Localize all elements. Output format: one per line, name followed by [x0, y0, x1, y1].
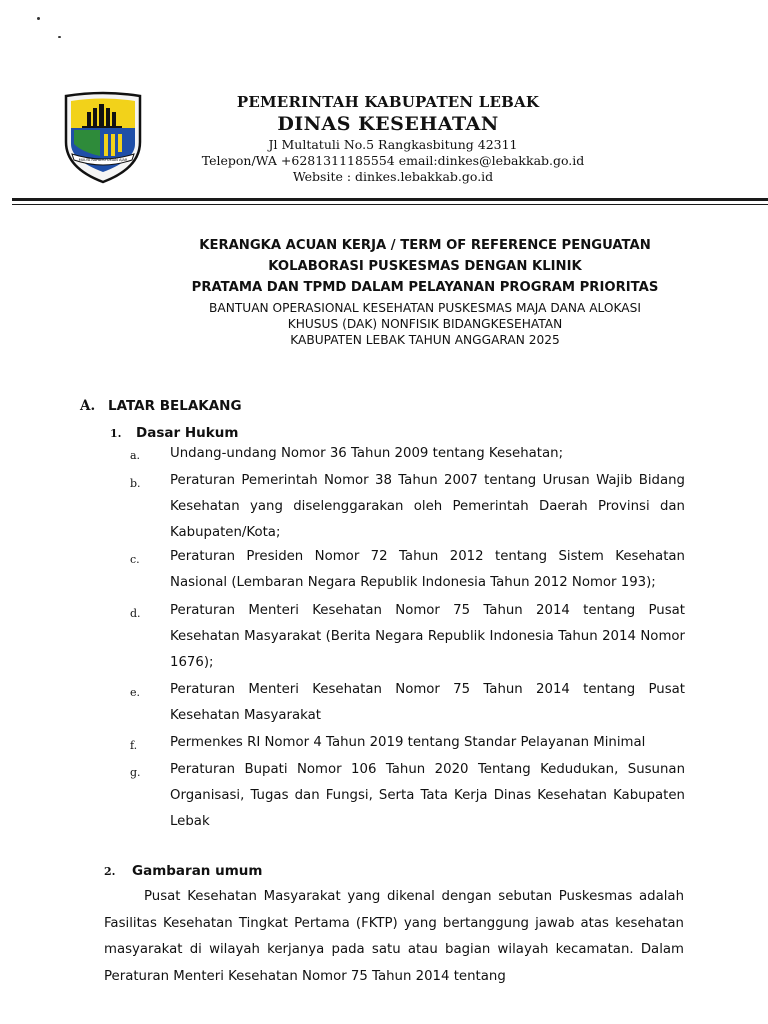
document-subtitle-line-3: KABUPATEN LEBAK TAHUN ANGGARAN 2025 — [290, 333, 560, 347]
letterhead-divider-thick — [12, 198, 768, 201]
list-item-letter: e. — [130, 686, 141, 699]
document-subtitle-line-1: BANTUAN OPERASIONAL KESEHATAN PUSKESMAS MAJA DANA ALOKASI — [209, 301, 641, 315]
list-item-text: Undang-undang Nomor 36 Tahun 2009 tentang Kesehatan; — [170, 446, 564, 461]
letterhead-website: Website : dinkes.lebakkab.go.id — [292, 169, 494, 184]
list-item-letter: g. — [130, 766, 141, 779]
subsection-number: 1. — [110, 427, 122, 440]
list-item-text: Peraturan Pemerintah Nomor 38 Tahun 2007 tentang Urusan Wajib Bidang Kesehatan yang diselenggarakan oleh Pemerintah Daerah Provinsi dan Kabupaten/Kota; — [170, 473, 685, 540]
letterhead-organization: PEMERINTAH KABUPATEN LEBAK — [236, 93, 540, 111]
list-item-letter: f. — [130, 739, 138, 752]
svg-text:MULYA RAHAYU UMAN AJAR: MULYA RAHAYU UMAN AJAR — [78, 158, 128, 162]
subsection-title: Gambaran umum — [132, 863, 263, 879]
list-item-text: Peraturan Menteri Kesehatan Nomor 75 Tahun 2014 tentang Pusat Kesehatan Masyarakat (Berita Negara Republik Indonesia Tahun 2014 Nomor 1676); — [170, 603, 685, 670]
subsection-heading — [104, 863, 262, 879]
body-paragraph: Pusat Kesehatan Masyarakat yang dikenal dengan sebutan Puskesmas adalah Fasilitas Kesehatan Tingkat Pertama (FKTP) yang bertanggung jawab atas kesehatan masyarakat di wilayah kerjanya pada satu atau bagian wilayah kecamatan. Dalam Peraturan Menteri Kesehatan Nomor 75 Tahun 2014 tentang — [104, 889, 684, 984]
subsection-number: 2. — [104, 865, 116, 878]
subsection-title: Dasar Hukum — [136, 425, 239, 441]
letterhead-address: Jl Multatuli No.5 Rangkasbitung 42311 — [268, 137, 518, 152]
section-heading — [80, 398, 242, 414]
document-title-line-1: KERANGKA ACUAN KERJA / TERM OF REFERENCE PENGUATAN — [199, 238, 651, 253]
letterhead-contact: Telepon/WA +6281311185554 email:dinkes@lebakkab.go.id — [201, 153, 585, 168]
document-subtitle-line-2: KHUSUS (DAK) NONFISIK BIDANGKESEHATAN — [287, 317, 563, 331]
list-item-text: Peraturan Bupati Nomor 106 Tahun 2020 Tentang Kedudukan, Susunan Organisasi, Tugas dan Fungsi, Serta Tata Kerja Dinas Kesehatan Kabupaten Lebak — [170, 762, 685, 829]
scan-speck — [37, 17, 40, 20]
document-title-line-3: PRATAMA DAN TPMD DALAM PELAYANAN PROGRAM PRIORITAS — [191, 280, 659, 295]
list-item-letter: a. — [130, 449, 141, 462]
subsection-heading — [110, 425, 238, 441]
list-item-text: Peraturan Presiden Nomor 72 Tahun 2012 tentang Sistem Kesehatan Nasional (Lembaran Negara Republik Indonesia Tahun 2012 Nomor 193); — [170, 549, 685, 590]
letterhead-department: DINAS KESEHATAN — [277, 113, 499, 135]
kabupaten-lebak-emblem-icon — [60, 90, 146, 186]
letterhead-divider-thin — [12, 204, 768, 205]
list-item-text: Permenkes RI Nomor 4 Tahun 2019 tentang Standar Pelayanan Minimal — [170, 735, 646, 750]
section-title: LATAR BELAKANG — [108, 398, 242, 414]
list-item-letter: c. — [130, 553, 140, 566]
list-item-letter: d. — [130, 607, 141, 620]
scan-speck — [58, 36, 61, 38]
section-label: A. — [80, 398, 96, 414]
list-item-letter: b. — [130, 477, 141, 490]
document-title-line-2: KOLABORASI PUSKESMAS DENGAN KLINIK — [268, 259, 582, 274]
list-item-text: Peraturan Menteri Kesehatan Nomor 75 Tahun 2014 tentang Pusat Kesehatan Masyarakat — [170, 682, 685, 723]
